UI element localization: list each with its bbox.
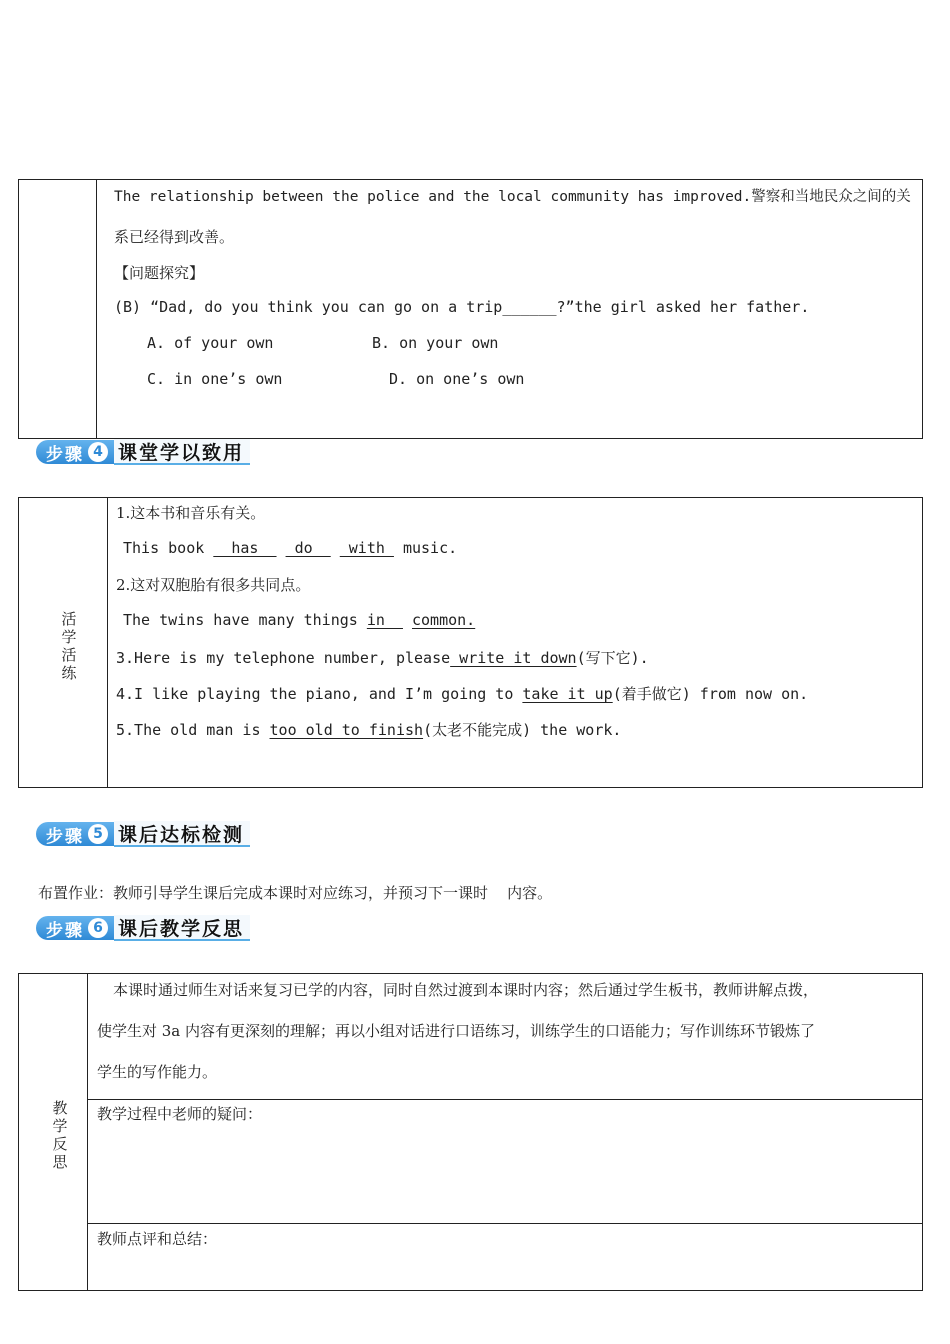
option-b: B. on your own [372, 334, 499, 352]
q3-line: 3.Here is my telephone number, please write it down(写下它). [116, 649, 649, 667]
step5-banner [36, 821, 250, 847]
option-a: A. of your own [147, 334, 274, 352]
q5-line: 5.The old man is too old to finish(太老不能完成) the work. [116, 721, 622, 739]
reflection-line-2: 使学生对 3a 内容有更深刻的理解；再以小组对话进行口语练习，训练学生的口语能力；写作训练环节锻炼了 [97, 1022, 816, 1040]
step5-title: 课后达标检测 [114, 821, 250, 847]
homework-text: 布置作业：教师引导学生课后完成本课时对应练习，并预习下一课时 内容。 [38, 884, 553, 902]
q1-chinese: 1.这本书和音乐有关。 [116, 504, 266, 522]
reflection-line-3: 学生的写作能力。 [97, 1063, 218, 1081]
q2-answer-1: in [366, 611, 403, 629]
practice-table [18, 497, 923, 788]
step4-label: 步骤 [46, 444, 84, 465]
q2-english: The twins have many things in common. [123, 611, 476, 629]
q5-answer: too old to finish [269, 721, 424, 739]
explanation-table [18, 179, 923, 439]
reflection-line-1: 本课时通过师生对话来复习已学的内容，同时自然过渡到本课时内容；然后通过学生板书，教师讲解点拨， [113, 981, 819, 999]
example-sentence-line2: 系已经得到改善。 [114, 228, 235, 246]
step4-tag [36, 440, 114, 464]
q1-answer-1: has [213, 539, 277, 557]
teacher-questions-label: 教学过程中老师的疑问： [97, 1105, 263, 1123]
step6-banner [36, 915, 250, 941]
step6-label: 步骤 [46, 920, 84, 941]
q1-answer-3: with [339, 539, 394, 557]
q1-answer-2: do [285, 539, 331, 557]
section-heading-inquiry: 【问题探究】 [114, 264, 205, 282]
practice-side-label: 活 学 活 练 [61, 610, 77, 682]
step5-tag [36, 822, 114, 846]
question-stem: (B) “Dad, do you think you can go on a trip______?”the girl asked her father. [114, 298, 810, 316]
step5-number: 5 [88, 824, 108, 844]
step6-title: 课后教学反思 [114, 915, 250, 941]
example-sentence-line1 [114, 185, 911, 206]
q2-chinese: 2.这对双胞胎有很多共同点。 [116, 576, 311, 594]
step4-number: 4 [88, 442, 108, 462]
q1-english: This book has do with music. [123, 539, 458, 557]
step5-label: 步骤 [46, 826, 84, 847]
q3-answer: write it down [450, 649, 577, 667]
q4-line: 4.I like playing the piano, and I’m going to take it up(着手做它) from now on. [116, 685, 809, 703]
reflection-side-label: 教 学 反 思 [52, 1099, 68, 1171]
option-d: D. on one’s own [389, 370, 525, 388]
q4-answer: take it up [522, 685, 613, 703]
teacher-summary-label: 教师点评和总结： [97, 1230, 218, 1248]
step4-title: 课堂学以致用 [114, 439, 250, 465]
reflection-table [18, 973, 923, 1291]
q2-answer-2: common. [412, 611, 476, 629]
example-sentence-text: The relationship between the police and the local community has improved.警察和当地民众之间的关 [114, 189, 911, 205]
step6-number: 6 [88, 918, 108, 938]
option-c: C. in one’s own [147, 370, 283, 388]
step6-tag [36, 916, 114, 940]
step4-banner [36, 439, 250, 465]
